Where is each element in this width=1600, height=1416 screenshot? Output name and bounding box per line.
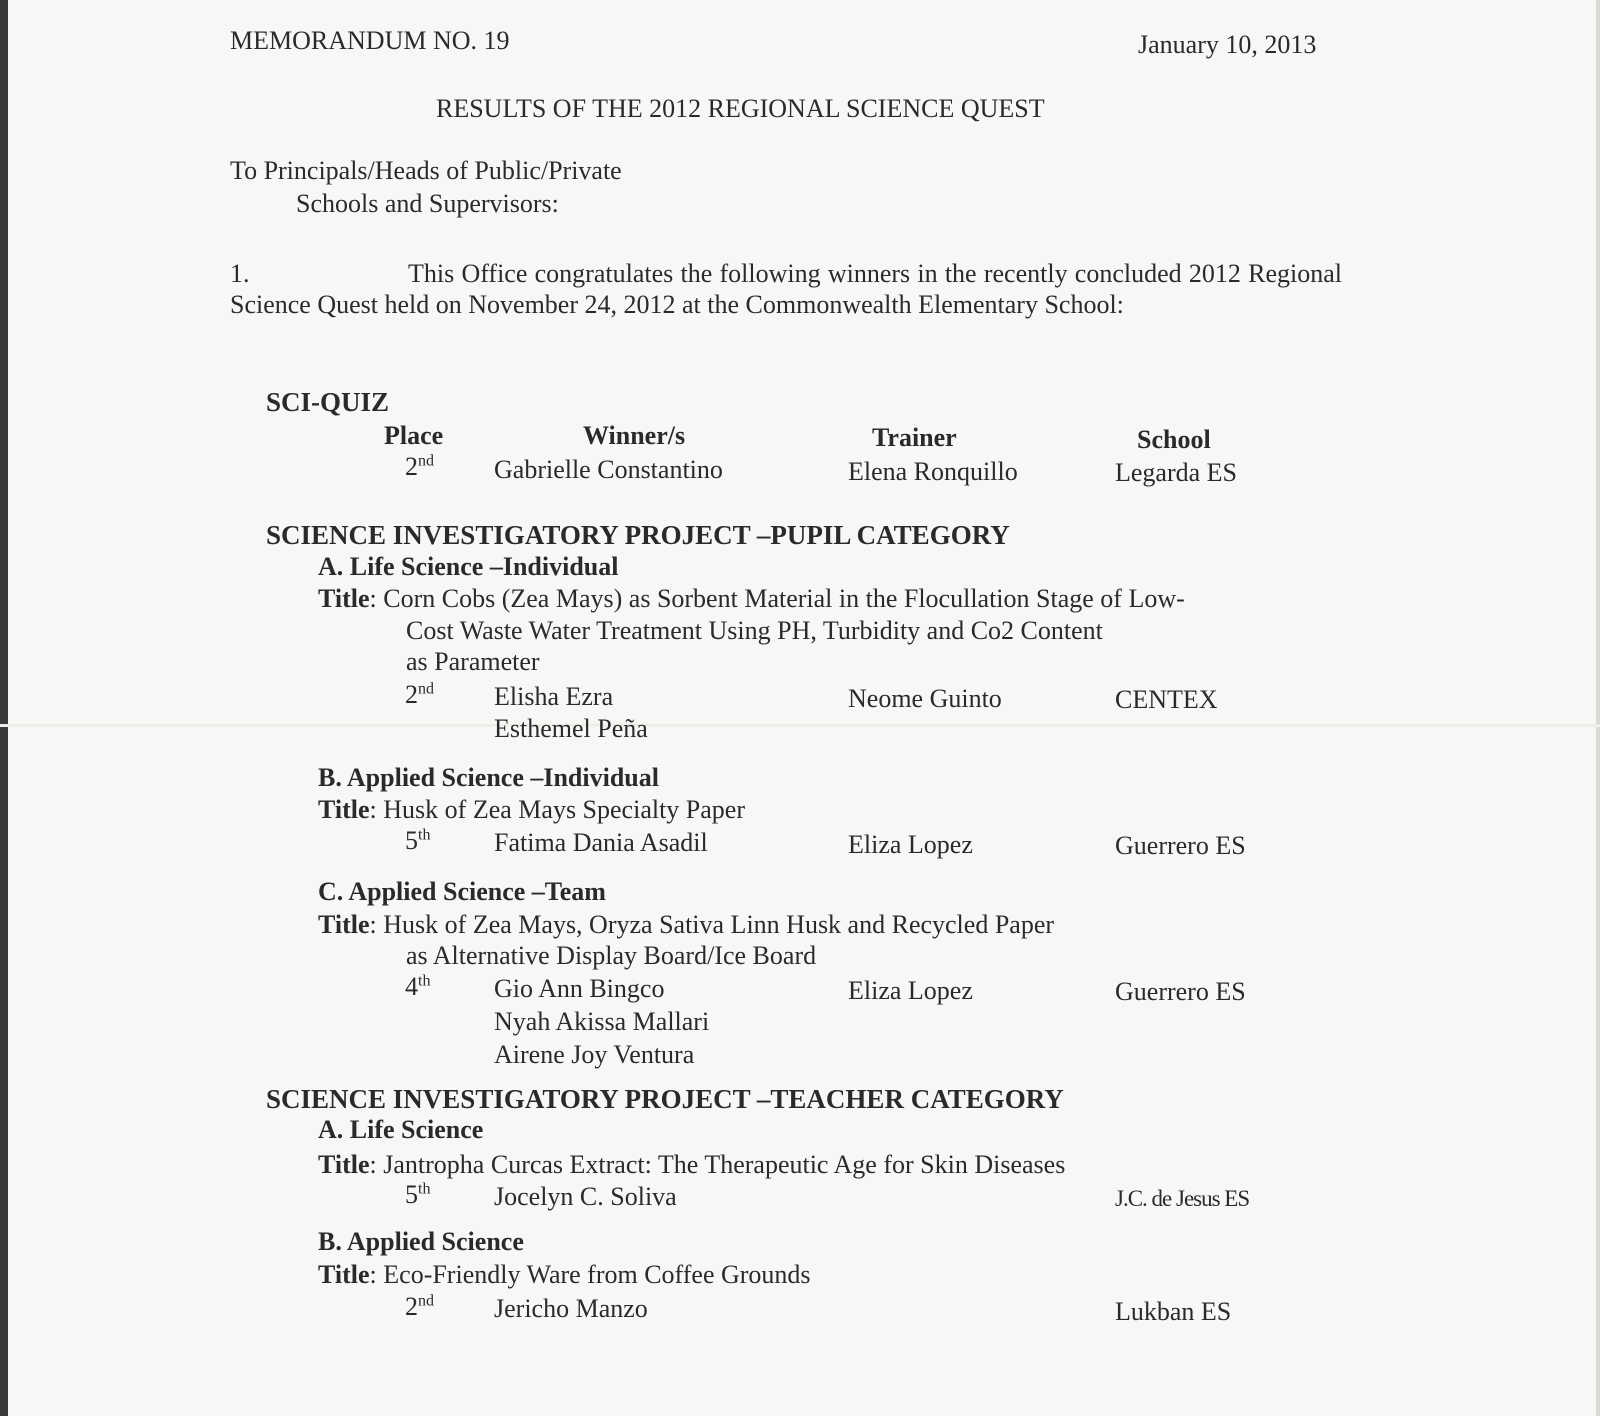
pupil-b-trainer: Eliza Lopez <box>848 830 973 859</box>
teacher-a-place: 5th <box>405 1180 431 1209</box>
memo-number: MEMORANDUM NO. 19 <box>230 26 510 55</box>
sciquiz-trainer: Elena Ronquillo <box>848 457 1018 486</box>
teacher-b-school: Lukban ES <box>1115 1297 1232 1326</box>
pupil-b-title: Title: Husk of Zea Mays Specialty Paper <box>318 795 746 824</box>
pupil-a-place: 2nd <box>405 680 434 709</box>
teacher-b-winner-1: Jericho Manzo <box>494 1294 648 1323</box>
sciquiz-heading: SCI-QUIZ <box>266 387 390 417</box>
teacher-category-heading: SCIENCE INVESTIGATORY PROJECT –TEACHER CATEGORY <box>266 1084 1064 1114</box>
pupil-b-school: Guerrero ES <box>1115 831 1246 860</box>
sciquiz-winner: Gabrielle Constantino <box>494 455 723 484</box>
addressee-line1: To Principals/Heads of Public/Private <box>230 156 622 185</box>
pupil-b-label: B. Applied Science –Individual <box>318 763 659 792</box>
pupil-a-label: A. Life Science –Individual <box>318 552 619 581</box>
col-header-school: School <box>1137 425 1211 454</box>
pupil-c-winner-3: Airene Joy Ventura <box>494 1040 695 1069</box>
pupil-c-place: 4th <box>405 972 431 1001</box>
pupil-a-title: Title: Corn Cobs (Zea Mays) as Sorbent Material in the Flocullation Stage of Low- <box>318 584 1185 613</box>
pupil-a-winner-1: Elisha Ezra <box>494 682 614 711</box>
pupil-a-title-line3: as Parameter <box>406 647 540 676</box>
pupil-a-winner-2: Esthemel Peña <box>494 714 648 743</box>
pupil-c-label: C. Applied Science –Team <box>318 877 606 906</box>
teacher-b-label: B. Applied Science <box>318 1227 524 1256</box>
memo-date: January 10, 2013 <box>1138 30 1317 59</box>
teacher-a-title: Title: Jantropha Curcas Extract: The Therapeutic Age for Skin Diseases <box>318 1150 1066 1179</box>
intro-paragraph <box>230 258 1342 320</box>
scan-edge-right <box>1596 0 1600 1416</box>
sciquiz-place: 2nd <box>405 452 434 481</box>
teacher-b-title: Title: Eco-Friendly Ware from Coffee Grounds <box>318 1260 811 1289</box>
pupil-c-winner-2: Nyah Akissa Mallari <box>494 1007 710 1036</box>
pupil-a-school: CENTEX <box>1115 685 1218 714</box>
pupil-category-heading: SCIENCE INVESTIGATORY PROJECT –PUPIL CATEGORY <box>266 520 1010 550</box>
pupil-c-title-line2: as Alternative Display Board/Ice Board <box>406 941 817 970</box>
pupil-a-trainer: Neome Guinto <box>848 684 1002 713</box>
paper-fold-line <box>0 724 1600 727</box>
col-header-winner: Winner/s <box>583 421 686 450</box>
teacher-a-school: J.C. de Jesus ES <box>1115 1186 1250 1211</box>
teacher-a-winner-1: Jocelyn C. Soliva <box>494 1182 677 1211</box>
pupil-c-trainer: Eliza Lopez <box>848 976 973 1005</box>
teacher-b-place: 2nd <box>405 1292 434 1321</box>
pupil-a-title-line2: Cost Waste Water Treatment Using PH, Turbidity and Co2 Content <box>406 616 1103 645</box>
pupil-c-school: Guerrero ES <box>1115 977 1246 1006</box>
col-header-trainer: Trainer <box>872 423 957 452</box>
col-header-place: Place <box>384 421 444 450</box>
memo-title: RESULTS OF THE 2012 REGIONAL SCIENCE QUEST <box>436 94 1045 123</box>
paragraph-text: This Office congratulates the following winners in the recently concluded 2012 Regional Science Quest held on November 24, 2012 at the Commonwealth Elementary School: <box>230 259 1342 319</box>
teacher-a-label: A. Life Science <box>318 1115 484 1144</box>
pupil-c-title: Title: Husk of Zea Mays, Oryza Sativa Linn Husk and Recycled Paper <box>318 910 1055 939</box>
sciquiz-school: Legarda ES <box>1115 458 1238 487</box>
pupil-c-winner-1: Gio Ann Bingco <box>494 974 665 1003</box>
pupil-b-winner-1: Fatima Dania Asadil <box>494 828 708 857</box>
pupil-b-place: 5th <box>405 826 431 855</box>
paragraph-number: 1. <box>230 259 250 288</box>
addressee-line2: Schools and Supervisors: <box>296 189 559 218</box>
scan-edge-left <box>0 0 8 1416</box>
